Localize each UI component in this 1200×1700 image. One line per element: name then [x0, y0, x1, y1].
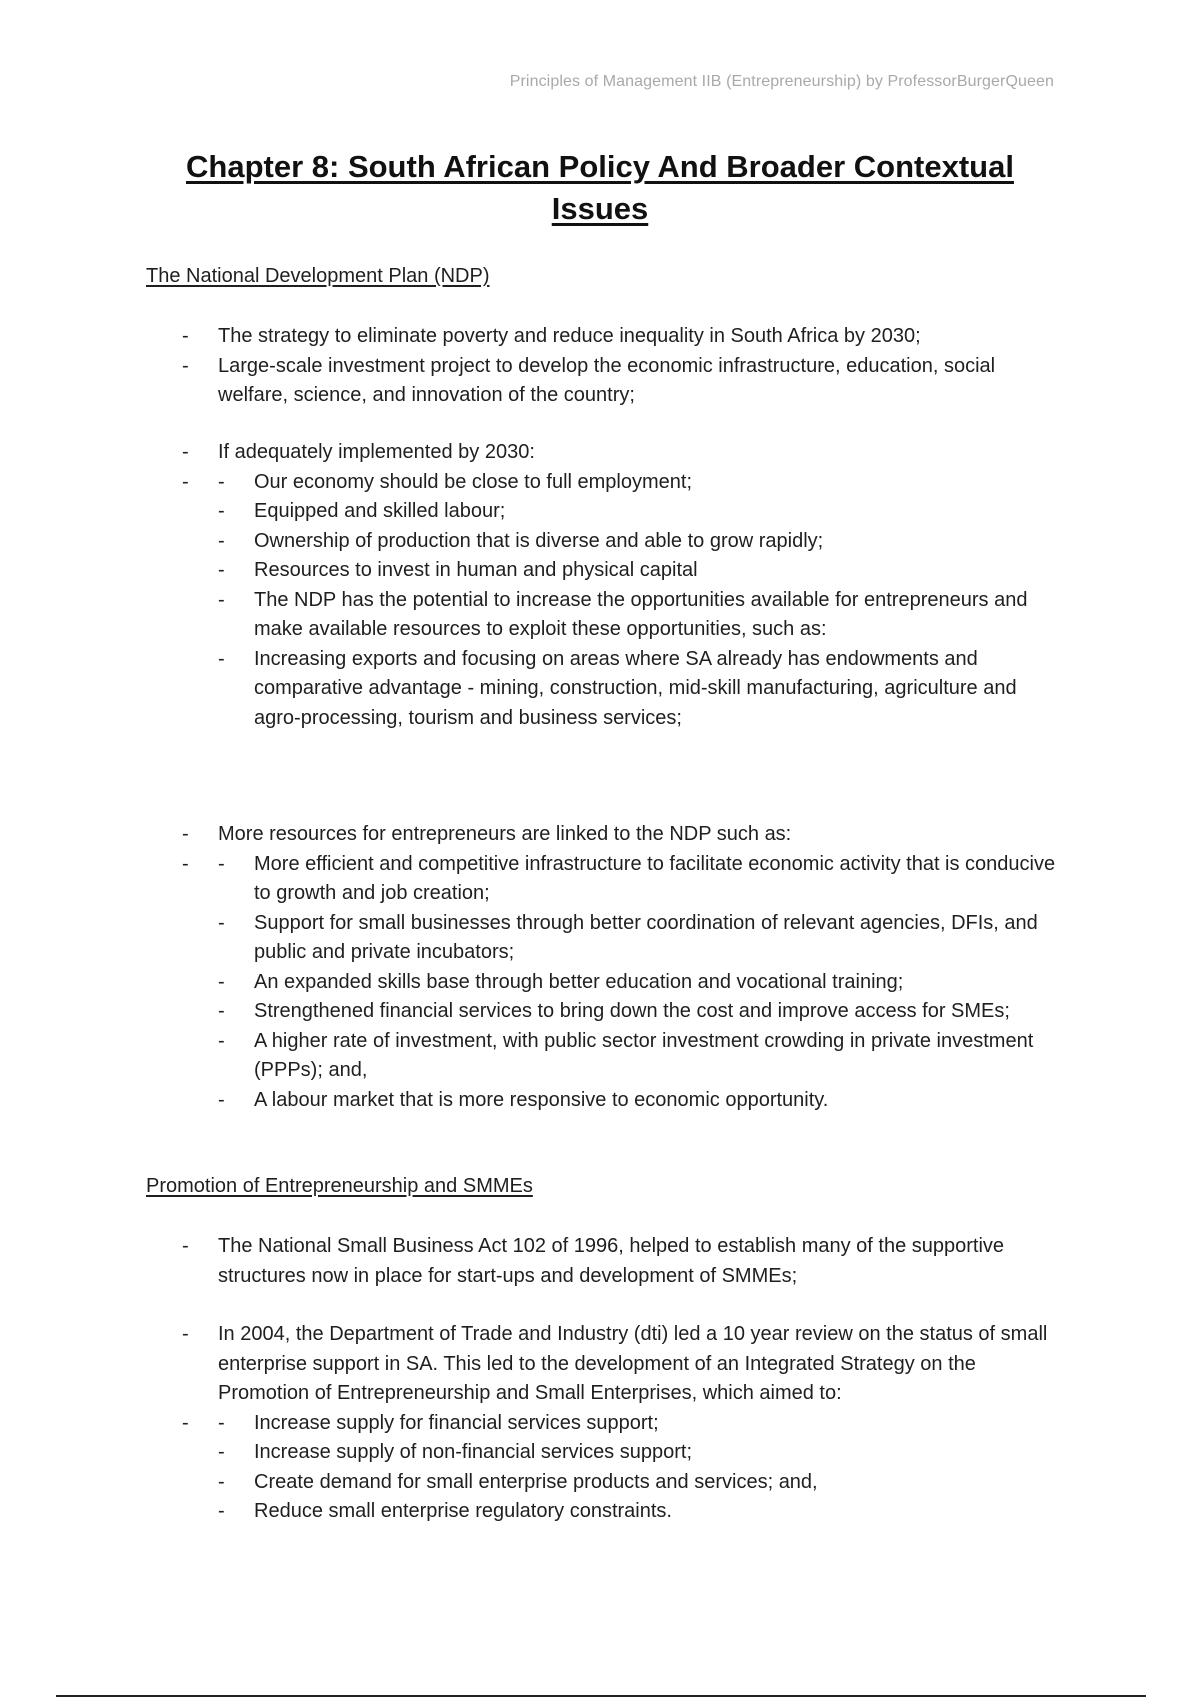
sub-list-item: - Support for small businesses through better coordination of relevant agencies, DFIs, and public and private incubators;: [218, 909, 1062, 968]
sub-list-item: - - Our economy should be close to full employment;: [218, 468, 1062, 498]
section-heading-smme: Promotion of Entrepreneurship and SMMEs: [146, 1175, 533, 1197]
smme-strategy-list: [182, 1320, 1062, 1527]
list-lead: If adequately implemented by 2030:: [218, 441, 535, 463]
list-item: - The strategy to eliminate poverty and reduce inequality in South Africa by 2030;: [182, 322, 1062, 352]
sub-list-item: - Resources to invest in human and physical capital: [218, 556, 1062, 586]
sub-list-item: - A higher rate of investment, with public sector investment crowding in private investment (PPPs); and,: [218, 1027, 1062, 1086]
sub-list-item: - - More efficient and competitive infrastructure to facilitate economic activity that is conducive to growth and job creation;: [218, 850, 1062, 909]
list-lead: More resources for entrepreneurs are linked to the NDP such as:: [218, 823, 792, 845]
list-lead: In 2004, the Department of Trade and Industry (dti) led a 10 year review on the status of small enterprise support in SA. This led to the development of an Integrated Strategy on the Promotion of Entrepreneurship and Small Enterprises, which aimed to:: [218, 1323, 1048, 1404]
sub-list-item: - A labour market that is more responsive to economic opportunity.: [218, 1086, 1062, 1116]
sublist-wrapper: [182, 468, 1062, 734]
list-item: - Large-scale investment project to develop the economic infrastructure, education, social welfare, science, and innovation of the country;: [182, 352, 1062, 411]
list-item: [182, 820, 1062, 850]
sublist-wrapper: [182, 850, 1062, 1116]
sublist: [182, 468, 1062, 734]
sub-list-item: - Increase supply of non-financial services support;: [218, 1438, 1062, 1468]
sub-list-item: - Ownership of production that is diverse and able to grow rapidly;: [218, 527, 1062, 557]
sub-list-item: - Reduce small enterprise regulatory constraints.: [218, 1497, 1062, 1527]
header-note: Principles of Management IIB (Entrepreneurship) by ProfessorBurgerQueen: [509, 73, 1054, 90]
sublist: [182, 1409, 1062, 1527]
sub-list-item: - Equipped and skilled labour;: [218, 497, 1062, 527]
sublist-wrapper: [182, 1409, 1062, 1527]
list-item: [182, 438, 1062, 468]
ndp-implementation-list: [182, 438, 1062, 733]
sub-list-item: - Increasing exports and focusing on areas where SA already has endowments and comparative advantage - mining, construction, mid-skill manufacturing, agriculture and agro-processing, tourism and business services;: [218, 645, 1062, 734]
ndp-intro-list: [182, 322, 1062, 411]
list-item: [182, 1320, 1062, 1409]
sub-list-item: - An expanded skills base through better education and vocational training;: [218, 968, 1062, 998]
sublist: [182, 850, 1062, 1116]
smme-act-list: [182, 1232, 1062, 1291]
sub-list-item: - - Increase supply for financial services support;: [218, 1409, 1062, 1439]
list-item: - The National Small Business Act 102 of 1996, helped to establish many of the supportive structures now in place for start-ups and development of SMMEs;: [182, 1232, 1062, 1291]
ndp-resources-list: [182, 820, 1062, 1115]
sub-list-item: - Strengthened financial services to bring down the cost and improve access for SMEs;: [218, 997, 1062, 1027]
section-heading-ndp: The National Development Plan (NDP): [146, 265, 490, 287]
sub-list-item: - Create demand for small enterprise products and services; and,: [218, 1468, 1062, 1498]
sub-list-item: - The NDP has the potential to increase the opportunities available for entrepreneurs and make available resources to exploit these opportunities, such as:: [218, 586, 1062, 645]
footer-divider: [56, 1695, 1146, 1697]
page-title: Chapter 8: South African Policy And Broader Contextual Issues: [186, 149, 1014, 226]
